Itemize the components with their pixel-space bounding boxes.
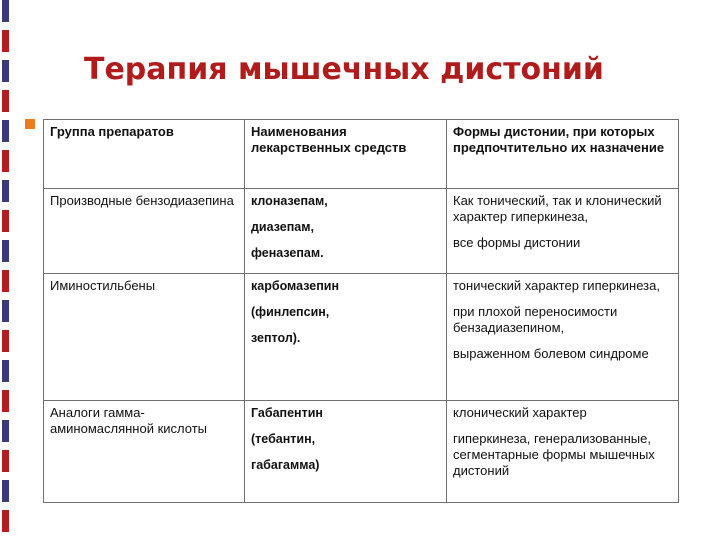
left-decorative-stripe <box>0 0 10 540</box>
stripe-segment <box>2 270 9 292</box>
group-cell <box>44 401 245 503</box>
orange-bullet-square <box>25 119 35 129</box>
stripe-segment <box>2 120 9 142</box>
dystonia-form: при плохой переносимости бензадиазепином, <box>453 304 618 335</box>
stripe-segment <box>2 240 9 262</box>
forms-cell <box>447 274 679 401</box>
table-header-row <box>44 120 679 189</box>
dystonia-form: гиперкинеза, генерализованные, сегментарные формы мышечных дистоний <box>453 431 655 478</box>
stripe-segment <box>2 510 9 532</box>
slide-title: Терапия мышечных дистоний <box>84 52 604 87</box>
forms-cell <box>447 189 679 274</box>
drug-name: зептол). <box>251 331 301 345</box>
drug-name: (финлепсин, <box>251 305 330 319</box>
group-name: Аналоги гамма-аминомаслянной кислоты <box>50 405 208 436</box>
dystonia-form: все формы дистонии <box>453 235 581 250</box>
stripe-segment <box>2 360 9 382</box>
stripe-segment <box>2 390 9 412</box>
stripe-segment <box>2 450 9 472</box>
drug-name: габагамма) <box>251 458 320 472</box>
group-cell <box>44 189 245 274</box>
dystonia-form: Как тонический, так и клонический характер гиперкинеза, <box>453 193 662 224</box>
drugs-cell <box>245 274 447 401</box>
group-name: Производные бензодиазепина <box>50 193 234 208</box>
table-row <box>44 401 679 503</box>
drug-name: клоназепам, <box>251 194 328 208</box>
table-row <box>44 274 679 401</box>
stripe-segment <box>2 150 9 172</box>
drug-name: (тебантин, <box>251 432 316 446</box>
stripe-segment <box>2 330 9 352</box>
header-cell-forms: Формы дистонии, при которых предпочтительно их назначение <box>447 120 679 189</box>
drugs-cell <box>245 189 447 274</box>
drugs-cell <box>245 401 447 503</box>
dystonia-form: тонический характер гиперкинеза, <box>453 278 660 293</box>
header-cell-drugs: Наименования лекарственных средств <box>245 120 447 189</box>
stripe-segment <box>2 300 9 322</box>
stripe-segment <box>2 480 9 502</box>
header-cell-group: Группа препаратов <box>44 120 245 189</box>
therapy-table <box>43 119 679 503</box>
forms-cell <box>447 401 679 503</box>
dystonia-form: клонический характер <box>453 405 587 420</box>
group-name: Иминостильбены <box>50 278 156 293</box>
stripe-segment <box>2 60 9 82</box>
stripe-segment <box>2 0 9 22</box>
stripe-segment <box>2 210 9 232</box>
stripe-segment <box>2 90 9 112</box>
table-row <box>44 189 679 274</box>
drug-name: карбомазепин <box>251 279 340 293</box>
stripe-segment <box>2 30 9 52</box>
group-cell <box>44 274 245 401</box>
drug-name: феназепам. <box>251 246 324 260</box>
stripe-segment <box>2 420 9 442</box>
dystonia-form: выраженном болевом синдроме <box>453 346 649 361</box>
stripe-segment <box>2 180 9 202</box>
drug-name: Габапентин <box>251 406 323 420</box>
drug-name: диазепам, <box>251 220 314 234</box>
